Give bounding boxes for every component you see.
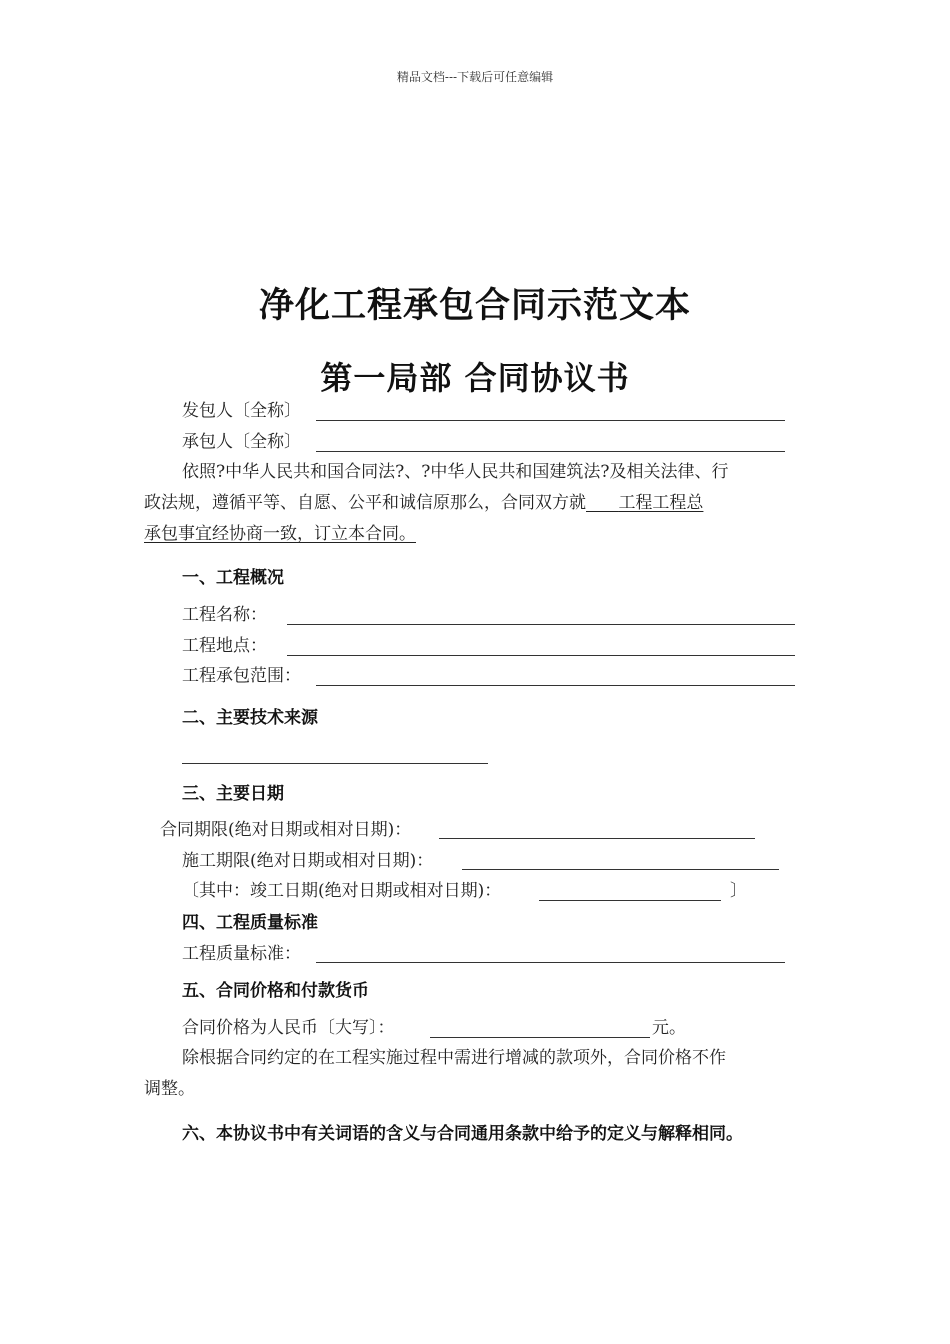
price-adjust-line-1: 除根据合同约定的在工程实施过程中需进行增减的款项外，合同价格不作 xyxy=(182,1048,726,1068)
section-5-heading: 五、合同价格和付款货币 xyxy=(182,981,369,1001)
section-2-heading: 二、主要技术来源 xyxy=(182,708,318,728)
section-6-heading: 六、本协议书中有关词语的含义与合同通用条款中给予的定义与解释相同。 xyxy=(182,1124,743,1144)
intro-line-2 xyxy=(144,491,703,515)
technology-source-field[interactable] xyxy=(182,763,488,764)
document-title: 净化工程承包合同示范文本 xyxy=(258,285,691,326)
completion-close-bracket: 〕 xyxy=(730,881,747,901)
price-adjust-line-2: 调整。 xyxy=(144,1079,195,1099)
contractor-label: 承包人〔全称〕 xyxy=(182,432,301,452)
intro-line-2-text: 政法规，遵循平等、自愿、公平和诚信原那么，合同双方就 xyxy=(144,493,586,513)
project-location-label: 工程地点： xyxy=(182,636,267,656)
intro-line-2-underlined: 工程工程总 xyxy=(618,493,704,513)
contract-period-label: 合同期限(绝对日期或相对日期)： xyxy=(160,820,412,840)
quality-standard-field[interactable] xyxy=(316,962,785,963)
employer-blank[interactable] xyxy=(316,420,785,421)
project-name-blank[interactable] xyxy=(586,493,618,513)
project-location-field[interactable] xyxy=(287,655,795,656)
contract-price-unit: 元。 xyxy=(652,1018,686,1038)
construction-period-label: 施工期限(绝对日期或相对日期)： xyxy=(182,851,434,871)
document-subtitle: 第一局部 合同协议书 xyxy=(320,359,630,397)
page-header-note: 精品文档---下载后可任意编辑 xyxy=(396,70,554,84)
employer-label: 发包人〔全称〕 xyxy=(182,401,301,421)
project-scope-field[interactable] xyxy=(316,685,795,686)
completion-date-field[interactable] xyxy=(539,900,721,901)
completion-date-label: 〔其中：竣工日期(绝对日期或相对日期)： xyxy=(182,881,502,901)
construction-period-field[interactable] xyxy=(462,869,779,870)
section-3-heading: 三、主要日期 xyxy=(182,784,284,804)
contract-period-field[interactable] xyxy=(439,838,755,839)
section-4-heading: 四、工程质量标准 xyxy=(182,913,318,933)
contractor-blank[interactable] xyxy=(316,451,785,452)
project-scope-label: 工程承包范围： xyxy=(182,666,301,686)
intro-line-3: 承包事宜经协商一致，订立本合同。 xyxy=(144,524,416,544)
contract-price-field[interactable] xyxy=(430,1037,650,1038)
contract-price-label: 合同价格为人民币〔大写〕： xyxy=(182,1018,395,1038)
quality-standard-label: 工程质量标准： xyxy=(182,944,301,964)
project-name-label: 工程名称： xyxy=(182,605,267,625)
intro-line-1: 依照?中华人民共和国合同法?、?中华人民共和国建筑法?及相关法律、行 xyxy=(182,462,729,482)
section-1-heading: 一、工程概况 xyxy=(182,568,284,588)
project-name-field[interactable] xyxy=(287,624,795,625)
